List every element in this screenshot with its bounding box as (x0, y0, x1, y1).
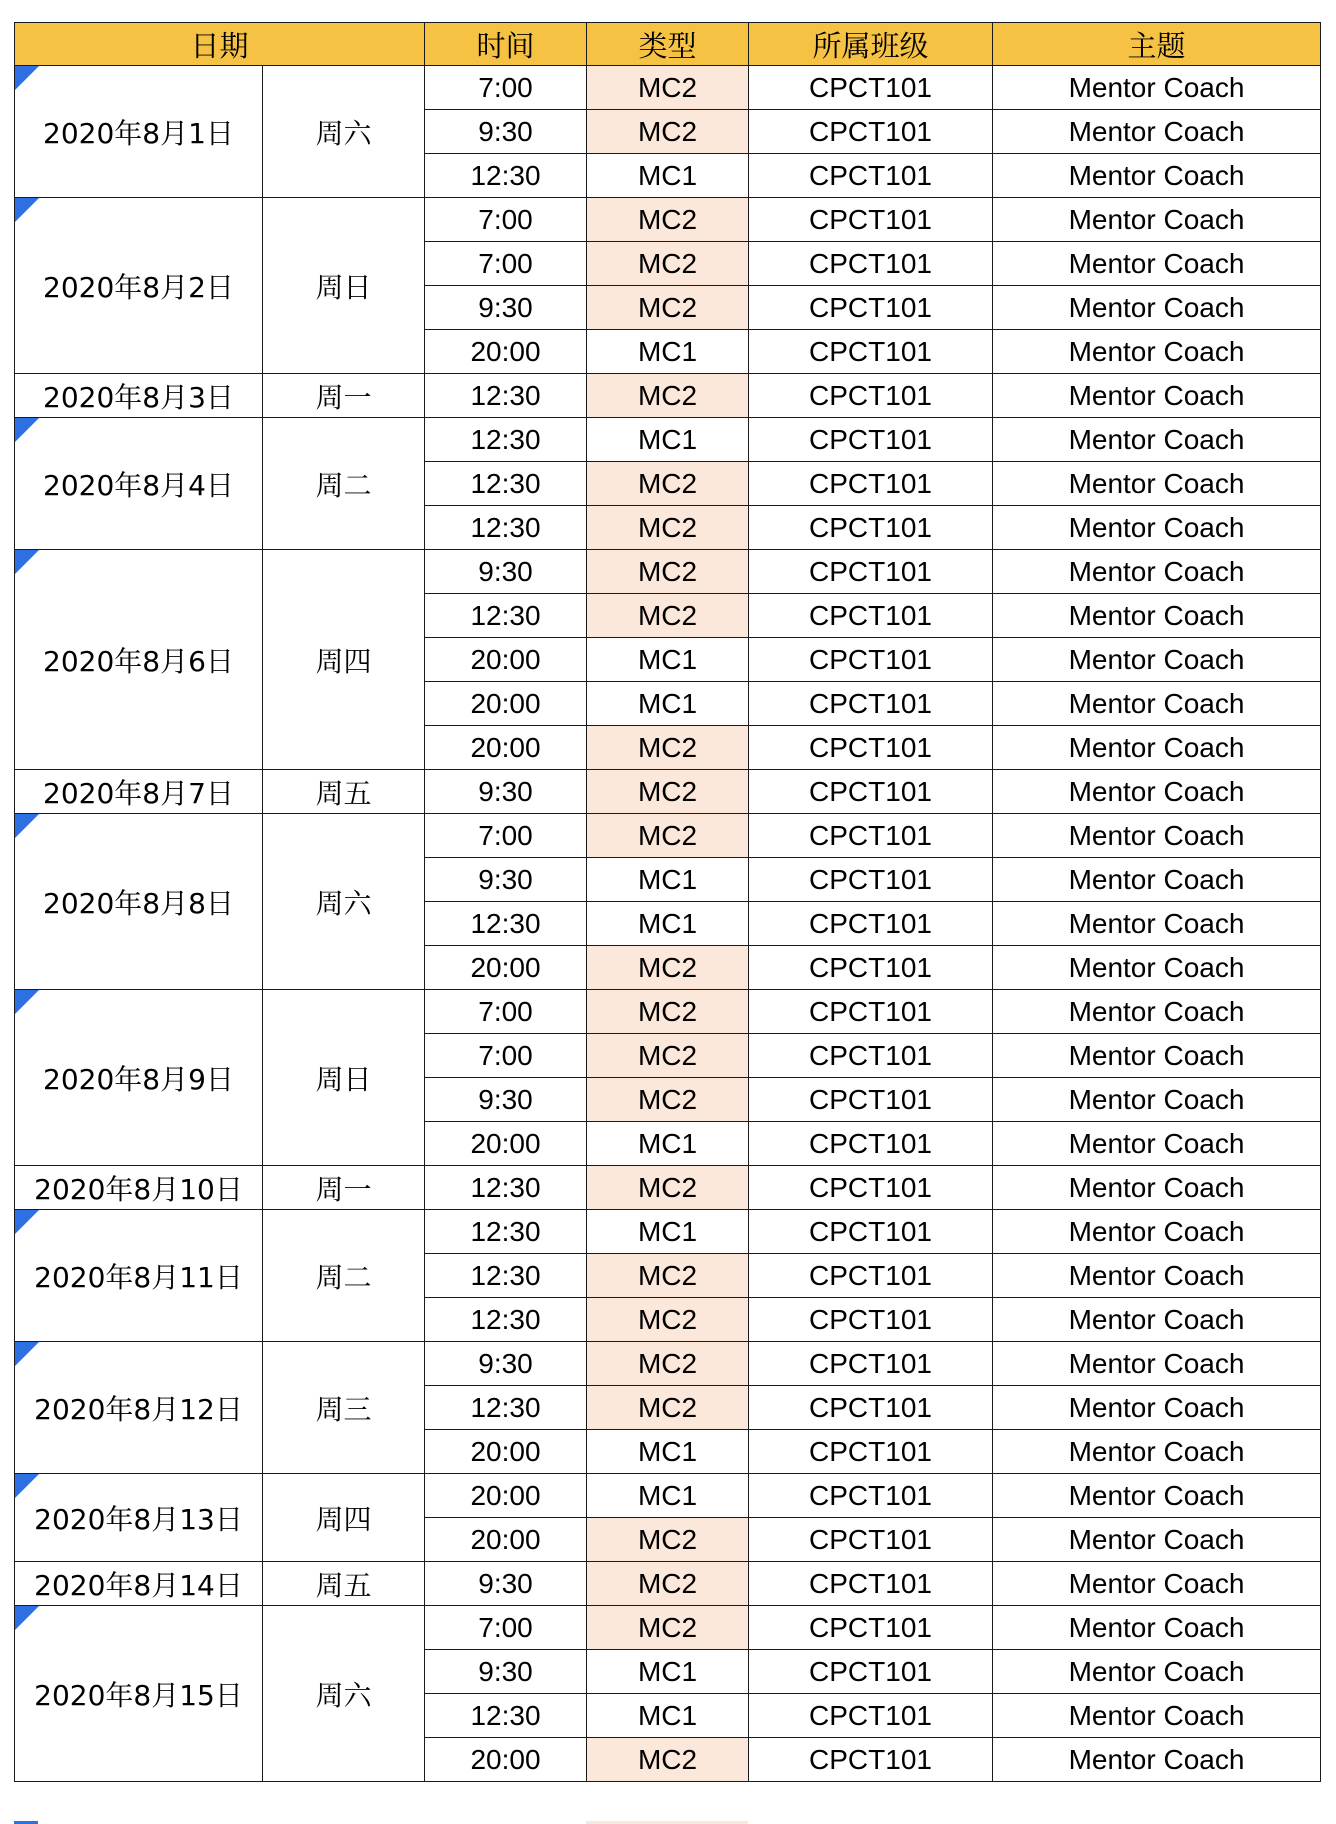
type-cell[interactable]: MC2 (587, 814, 749, 858)
type-cell[interactable]: MC2 (587, 286, 749, 330)
date-cell[interactable] (15, 1210, 263, 1342)
class-cell[interactable]: CPCT101 (749, 66, 993, 110)
time-cell[interactable]: 12:30 (425, 506, 587, 550)
date-label: 2020年8月14日 (34, 1568, 243, 1602)
topic-cell[interactable]: Mentor Coach (993, 682, 1321, 726)
type-cell[interactable]: MC2 (587, 1298, 749, 1342)
time-cell[interactable]: 12:30 (425, 1694, 587, 1738)
topic-cell[interactable]: Mentor Coach (993, 770, 1321, 814)
weekday-cell[interactable]: 周四 (263, 550, 425, 770)
date-cell[interactable] (15, 1166, 263, 1210)
date-cell[interactable] (15, 198, 263, 374)
topic-cell[interactable]: Mentor Coach (993, 330, 1321, 374)
time-cell[interactable]: 9:30 (425, 1342, 587, 1386)
class-cell[interactable]: CPCT101 (749, 418, 993, 462)
time-cell[interactable]: 20:00 (425, 726, 587, 770)
note-flag-icon (15, 1210, 39, 1234)
topic-cell[interactable]: Mentor Coach (993, 814, 1321, 858)
table-row (15, 66, 1321, 110)
type-cell[interactable]: MC2 (587, 1254, 749, 1298)
class-cell[interactable]: CPCT101 (749, 946, 993, 990)
note-flag-icon (15, 814, 39, 838)
topic-cell[interactable]: Mentor Coach (993, 1166, 1321, 1210)
note-flag-icon (15, 1474, 39, 1498)
weekday-cell[interactable]: 周六 (263, 66, 425, 198)
time-cell[interactable]: 7:00 (425, 66, 587, 110)
weekday-cell[interactable]: 周一 (263, 374, 425, 418)
weekday-cell[interactable]: 周四 (263, 1474, 425, 1562)
topic-cell[interactable]: Mentor Coach (993, 506, 1321, 550)
note-flag-icon (15, 1606, 39, 1630)
class-cell[interactable]: CPCT101 (749, 1342, 993, 1386)
topic-cell[interactable]: Mentor Coach (993, 154, 1321, 198)
date-cell[interactable] (15, 374, 263, 418)
topic-cell[interactable]: Mentor Coach (993, 1694, 1321, 1738)
type-cell[interactable]: MC2 (587, 1606, 749, 1650)
time-cell[interactable]: 9:30 (425, 110, 587, 154)
table-row (15, 1210, 1321, 1254)
table-row (15, 550, 1321, 594)
time-cell[interactable]: 20:00 (425, 1474, 587, 1518)
date-label: 2020年8月3日 (43, 380, 234, 414)
type-cell[interactable]: MC1 (587, 154, 749, 198)
class-cell[interactable]: CPCT101 (749, 198, 993, 242)
type-cell[interactable]: MC2 (587, 990, 749, 1034)
date-label: 2020年8月7日 (43, 776, 234, 810)
weekday-cell[interactable]: 周二 (263, 1210, 425, 1342)
type-cell[interactable]: MC2 (587, 1562, 749, 1606)
topic-cell[interactable]: Mentor Coach (993, 418, 1321, 462)
type-cell[interactable]: MC2 (587, 66, 749, 110)
date-cell[interactable] (15, 770, 263, 814)
time-cell[interactable]: 9:30 (425, 858, 587, 902)
note-flag-icon (15, 990, 39, 1014)
note-flag-icon (15, 198, 39, 222)
time-cell[interactable]: 9:30 (425, 1078, 587, 1122)
class-cell[interactable]: CPCT101 (749, 770, 993, 814)
type-cell[interactable]: MC2 (587, 770, 749, 814)
class-cell[interactable]: CPCT101 (749, 1166, 993, 1210)
time-cell[interactable]: 12:30 (425, 1166, 587, 1210)
time-cell[interactable]: 12:30 (425, 1254, 587, 1298)
topic-cell[interactable]: Mentor Coach (993, 1386, 1321, 1430)
table-row (15, 814, 1321, 858)
time-cell[interactable]: 12:30 (425, 1298, 587, 1342)
date-label: 2020年8月11日 (34, 1260, 243, 1294)
topic-cell[interactable]: Mentor Coach (993, 726, 1321, 770)
topic-cell[interactable]: Mentor Coach (993, 286, 1321, 330)
note-flag-icon (15, 1342, 39, 1366)
type-cell[interactable]: MC2 (587, 1166, 749, 1210)
type-cell[interactable]: MC2 (587, 1342, 749, 1386)
note-flag-icon (15, 418, 39, 442)
topic-cell[interactable]: Mentor Coach (993, 1342, 1321, 1386)
weekday-cell[interactable]: 周三 (263, 1342, 425, 1474)
weekday-cell[interactable]: 周五 (263, 1562, 425, 1606)
weekday-cell[interactable]: 周一 (263, 1166, 425, 1210)
table-row (15, 418, 1321, 462)
time-cell[interactable]: 20:00 (425, 1738, 587, 1782)
topic-cell[interactable]: Mentor Coach (993, 594, 1321, 638)
topic-cell[interactable]: Mentor Coach (993, 1474, 1321, 1518)
time-cell[interactable]: 12:30 (425, 1210, 587, 1254)
class-cell[interactable]: CPCT101 (749, 990, 993, 1034)
class-cell[interactable]: CPCT101 (749, 1562, 993, 1606)
topic-cell[interactable]: Mentor Coach (993, 1738, 1321, 1782)
weekday-cell[interactable]: 周六 (263, 814, 425, 990)
date-label: 2020年8月15日 (34, 1678, 243, 1712)
note-flag-icon (15, 550, 39, 574)
topic-cell[interactable]: Mentor Coach (993, 1518, 1321, 1562)
time-cell[interactable]: 12:30 (425, 418, 587, 462)
time-cell[interactable]: 7:00 (425, 814, 587, 858)
time-cell[interactable]: 9:30 (425, 1650, 587, 1694)
date-cell[interactable] (15, 1562, 263, 1606)
class-cell[interactable]: CPCT101 (749, 1518, 993, 1562)
type-cell[interactable]: MC1 (587, 330, 749, 374)
class-cell[interactable]: CPCT101 (749, 154, 993, 198)
header-topic[interactable]: 主题 (993, 23, 1321, 66)
type-cell[interactable]: MC1 (587, 1122, 749, 1166)
class-cell[interactable]: CPCT101 (749, 858, 993, 902)
time-cell[interactable]: 20:00 (425, 330, 587, 374)
time-cell[interactable]: 7:00 (425, 198, 587, 242)
class-cell[interactable]: CPCT101 (749, 550, 993, 594)
table-row (15, 1166, 1321, 1210)
class-cell[interactable]: CPCT101 (749, 1034, 993, 1078)
time-cell[interactable]: 7:00 (425, 1606, 587, 1650)
header-date[interactable]: 日期 (15, 23, 425, 66)
class-cell[interactable]: CPCT101 (749, 1078, 993, 1122)
class-cell[interactable]: CPCT101 (749, 902, 993, 946)
type-cell[interactable]: MC2 (587, 594, 749, 638)
topic-cell[interactable]: Mentor Coach (993, 1078, 1321, 1122)
time-cell[interactable]: 7:00 (425, 1034, 587, 1078)
topic-cell[interactable]: Mentor Coach (993, 1122, 1321, 1166)
date-cell[interactable] (15, 1342, 263, 1474)
date-label: 2020年8月10日 (34, 1172, 243, 1206)
class-cell[interactable]: CPCT101 (749, 286, 993, 330)
class-cell[interactable]: CPCT101 (749, 1650, 993, 1694)
table-row (15, 374, 1321, 418)
class-cell[interactable]: CPCT101 (749, 374, 993, 418)
date-label: 2020年8月2日 (43, 270, 234, 304)
topic-cell[interactable]: Mentor Coach (993, 374, 1321, 418)
topic-cell[interactable]: Mentor Coach (993, 110, 1321, 154)
class-cell[interactable]: CPCT101 (749, 462, 993, 506)
type-cell[interactable]: MC2 (587, 1078, 749, 1122)
type-cell[interactable]: MC2 (587, 374, 749, 418)
class-cell[interactable]: CPCT101 (749, 638, 993, 682)
topic-cell[interactable]: Mentor Coach (993, 198, 1321, 242)
topic-cell[interactable]: Mentor Coach (993, 1606, 1321, 1650)
type-cell[interactable]: MC1 (587, 1694, 749, 1738)
schedule-table (14, 22, 1321, 1782)
class-cell[interactable]: CPCT101 (749, 1430, 993, 1474)
table-row (15, 1342, 1321, 1386)
class-cell[interactable]: CPCT101 (749, 110, 993, 154)
class-cell[interactable]: CPCT101 (749, 1254, 993, 1298)
date-cell[interactable] (15, 550, 263, 770)
topic-cell[interactable]: Mentor Coach (993, 1298, 1321, 1342)
class-cell[interactable]: CPCT101 (749, 1210, 993, 1254)
weekday-cell[interactable]: 周日 (263, 198, 425, 374)
table-row (15, 1562, 1321, 1606)
class-cell[interactable]: CPCT101 (749, 1694, 993, 1738)
topic-cell[interactable]: Mentor Coach (993, 1034, 1321, 1078)
time-cell[interactable]: 20:00 (425, 1430, 587, 1474)
date-cell[interactable] (15, 418, 263, 550)
date-cell[interactable] (15, 1606, 263, 1782)
date-label: 2020年8月1日 (43, 116, 234, 150)
topic-cell[interactable]: Mentor Coach (993, 66, 1321, 110)
date-label: 2020年8月6日 (43, 644, 234, 678)
table-row (15, 770, 1321, 814)
topic-cell[interactable]: Mentor Coach (993, 1210, 1321, 1254)
class-cell[interactable]: CPCT101 (749, 814, 993, 858)
date-cell[interactable] (15, 990, 263, 1166)
type-cell[interactable]: MC1 (587, 902, 749, 946)
date-label: 2020年8月13日 (34, 1502, 243, 1536)
time-cell[interactable]: 20:00 (425, 682, 587, 726)
class-cell[interactable]: CPCT101 (749, 682, 993, 726)
topic-cell[interactable]: Mentor Coach (993, 990, 1321, 1034)
type-cell[interactable]: MC2 (587, 462, 749, 506)
time-cell[interactable]: 20:00 (425, 638, 587, 682)
time-cell[interactable]: 12:30 (425, 462, 587, 506)
type-cell[interactable]: MC1 (587, 1650, 749, 1694)
topic-cell[interactable]: Mentor Coach (993, 638, 1321, 682)
time-cell[interactable]: 12:30 (425, 154, 587, 198)
time-cell[interactable]: 12:30 (425, 902, 587, 946)
type-cell[interactable]: MC2 (587, 726, 749, 770)
time-cell[interactable]: 12:30 (425, 594, 587, 638)
header-row (15, 23, 1321, 66)
time-cell[interactable]: 20:00 (425, 1518, 587, 1562)
time-cell[interactable]: 9:30 (425, 286, 587, 330)
date-label: 2020年8月4日 (43, 468, 234, 502)
time-cell[interactable]: 9:30 (425, 550, 587, 594)
date-label: 2020年8月8日 (43, 886, 234, 920)
type-cell[interactable]: MC2 (587, 550, 749, 594)
date-cell[interactable] (15, 66, 263, 198)
type-cell[interactable]: MC1 (587, 418, 749, 462)
time-cell[interactable]: 20:00 (425, 946, 587, 990)
type-cell[interactable]: MC2 (587, 198, 749, 242)
type-cell[interactable]: MC1 (587, 1474, 749, 1518)
type-cell[interactable]: MC2 (587, 1738, 749, 1782)
date-label: 2020年8月12日 (34, 1392, 243, 1426)
topic-cell[interactable]: Mentor Coach (993, 1254, 1321, 1298)
type-cell[interactable]: MC2 (587, 1386, 749, 1430)
type-cell[interactable]: MC2 (587, 1034, 749, 1078)
type-cell[interactable]: MC2 (587, 242, 749, 286)
class-cell[interactable]: CPCT101 (749, 506, 993, 550)
type-cell[interactable]: MC1 (587, 1210, 749, 1254)
class-cell[interactable]: CPCT101 (749, 1386, 993, 1430)
topic-cell[interactable]: Mentor Coach (993, 902, 1321, 946)
topic-cell[interactable]: Mentor Coach (993, 462, 1321, 506)
class-cell[interactable]: CPCT101 (749, 1606, 993, 1650)
type-cell[interactable]: MC1 (587, 858, 749, 902)
note-flag-icon (15, 66, 39, 90)
date-cell[interactable] (15, 1474, 263, 1562)
type-cell[interactable]: MC2 (587, 506, 749, 550)
table-row (15, 198, 1321, 242)
table-row (15, 990, 1321, 1034)
topic-cell[interactable]: Mentor Coach (993, 1650, 1321, 1694)
date-cell[interactable] (15, 814, 263, 990)
class-cell[interactable]: CPCT101 (749, 1474, 993, 1518)
topic-cell[interactable]: Mentor Coach (993, 242, 1321, 286)
schedule-body (15, 23, 1321, 1782)
topic-cell[interactable]: Mentor Coach (993, 1430, 1321, 1474)
class-cell[interactable]: CPCT101 (749, 242, 993, 286)
class-cell[interactable]: CPCT101 (749, 726, 993, 770)
time-cell[interactable]: 7:00 (425, 990, 587, 1034)
date-label: 2020年8月9日 (43, 1062, 234, 1096)
time-cell[interactable]: 7:00 (425, 242, 587, 286)
type-cell[interactable]: MC2 (587, 946, 749, 990)
class-cell[interactable]: CPCT101 (749, 330, 993, 374)
weekday-cell[interactable]: 周五 (263, 770, 425, 814)
topic-cell[interactable]: Mentor Coach (993, 550, 1321, 594)
class-cell[interactable]: CPCT101 (749, 1122, 993, 1166)
class-cell[interactable]: CPCT101 (749, 1298, 993, 1342)
header-class[interactable]: 所属班级 (749, 23, 993, 66)
topic-cell[interactable]: Mentor Coach (993, 946, 1321, 990)
time-cell[interactable]: 9:30 (425, 770, 587, 814)
topic-cell[interactable]: Mentor Coach (993, 1562, 1321, 1606)
class-cell[interactable]: CPCT101 (749, 1738, 993, 1782)
type-cell[interactable]: MC1 (587, 682, 749, 726)
table-row (15, 1474, 1321, 1518)
time-cell[interactable]: 12:30 (425, 1386, 587, 1430)
weekday-cell[interactable]: 周日 (263, 990, 425, 1166)
weekday-cell[interactable]: 周二 (263, 418, 425, 550)
weekday-cell[interactable]: 周六 (263, 1606, 425, 1782)
time-cell[interactable]: 9:30 (425, 1562, 587, 1606)
type-cell[interactable]: MC2 (587, 110, 749, 154)
header-type[interactable]: 类型 (587, 23, 749, 66)
time-cell[interactable]: 12:30 (425, 374, 587, 418)
type-cell[interactable]: MC1 (587, 1430, 749, 1474)
type-cell[interactable]: MC1 (587, 638, 749, 682)
time-cell[interactable]: 20:00 (425, 1122, 587, 1166)
topic-cell[interactable]: Mentor Coach (993, 858, 1321, 902)
header-time[interactable]: 时间 (425, 23, 587, 66)
type-cell[interactable]: MC2 (587, 1518, 749, 1562)
table-row (15, 1606, 1321, 1650)
class-cell[interactable]: CPCT101 (749, 594, 993, 638)
